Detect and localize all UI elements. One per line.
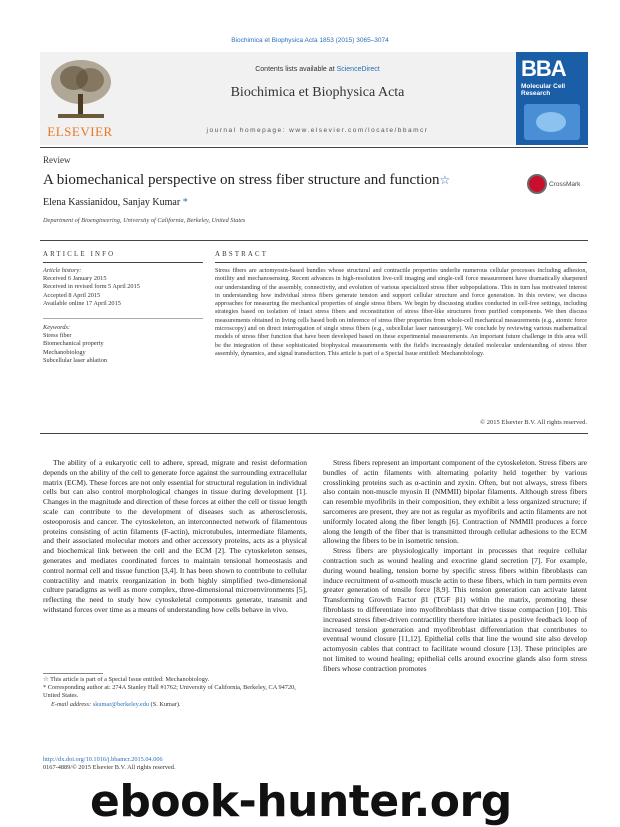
issn-line: 0167-4889/© 2015 Elsevier B.V. All rights reserved. — [43, 764, 176, 772]
history-item: Received in revised form 5 April 2015 — [43, 283, 140, 291]
keyword: Biomechanical property — [43, 340, 104, 348]
article-title-text: A biomechanical perspective on stress fiber structure and function — [43, 172, 440, 188]
history-label: Article history: — [43, 267, 82, 274]
body-paragraph: The ability of a eukaryotic cell to adhere, spread, migrate and resist deformation depends on the ability of the cell to generate force against the surrounding extracellular matrix (ECM). These forces are not only essential for structural regulation in individual cells but can also control morphological changes in tissue during development [1]. Changes in the magnitude and direction of these forces at either the cell or tissue length scale can contribute to the development of diseases such as atherosclerosis, osteoporosis and cancer. The cytoskeleton, an interconnected network of filamentous proteins consisting of actin filaments (F-actin), microtubules, intermediate filaments, and their associated molecular motors and other accessory proteins, acts as a physical and biochemical link between the cell and the ECM [2]. The cytoskeleton senses, generates and mediates coordinated forces to maintain tensional homeostasis and control normal cell and tissue function [3,4]. It has been shown to contribute to cellular contractility and matrix reorganization in both highly simplified two-dimensional culture paradigms as well as more complex, three-dimensional microenvironments [5], reflecting the need to study how cytoskeletal components generate, transmit and withstand forces over time as a means of understanding how cells behave in vivo. — [43, 458, 307, 614]
body-paragraph: Stress fibers are physiologically important in processes that require cellular contraction such as wound healing and exocrine gland secretion [7]. For example, during wound healing, tension borne by specific stress fibers within fibroblasts can induce recruitment of α-smooth muscle actin to these fibers, which in turn permits even greater generation of tensile force [8,9]. This tension generation can activate latent Transforming Growth Factor β1 (TGF β1) within the matrix, promoting these fibroblasts to differentiate into myofibroblasts that drive tissue compaction [10]. This increased stress fiber-driven contractility therefore initiates a positive feedback loop of increased tension generation and myofibroblast differentiation that contributes to eventual wound closure [11,12]. Epithelial cells that line the wound site also develop actomyosin cables that contract to facilitate wound closure [13]. These principles are not limited to wound healing; epithelial cells around exocrine glands also form stress fibers whose contraction promotes — [323, 546, 587, 673]
journal-title: Biochimica et Biophysica Acta — [230, 85, 405, 100]
author-list — [43, 197, 188, 208]
abstract-heading: ABSTRACT — [215, 251, 269, 258]
crossmark-icon[interactable] — [527, 174, 547, 194]
contents-line — [120, 66, 515, 73]
cover-subtitle: Molecular Cell Research — [521, 83, 566, 97]
footnote-email — [43, 701, 307, 709]
title-footnote-mark[interactable]: ☆ — [439, 173, 451, 187]
history-item: Accepted 8 April 2015 — [43, 291, 101, 299]
cover-title: BBA — [521, 56, 566, 81]
article-history — [43, 267, 203, 308]
contents-prefix: Contents lists available at — [255, 66, 337, 73]
footnote-rule — [43, 673, 103, 674]
abstract-copyright: © 2015 Elsevier B.V. All rights reserved. — [480, 419, 587, 426]
footnote-corresponding: * Corresponding author at: 274A Stanley Hall #1762; University of California, Berkeley, CA 94720, United States. — [43, 684, 296, 700]
email-link[interactable]: skumar@berkeley.edu — [92, 700, 150, 708]
journal-citation[interactable]: Biochimica et Biophysica Acta 1853 (2015) 3065–3074 — [231, 37, 389, 44]
keyword: Stress fiber — [43, 332, 72, 340]
header-rule — [40, 147, 588, 148]
email-suffix: (S. Kumar). — [149, 700, 181, 708]
meta-rule — [40, 240, 588, 241]
body-column-left — [43, 458, 307, 615]
email-label: E-mail address: — [51, 700, 93, 708]
article-info-rule — [43, 262, 203, 263]
author-names: Elena Kassianidou, Sanjay Kumar — [43, 197, 181, 208]
footnote-special-issue: ☆ This article is part of a Special Issue entitled: Mechanobiology. — [43, 676, 210, 683]
crossmark-label[interactable]: CrossMark — [549, 181, 581, 188]
journal-cover — [516, 52, 588, 145]
keywords-label: Keywords: — [43, 324, 71, 331]
publisher-name: ELSEVIER — [47, 124, 113, 139]
body-paragraph: Stress fibers represent an important component of the cytoskeleton. Stress fibers are bundles of actin filaments with alternating polarity held together by various crosslinking proteins such as α-actinin and zyxin. Often, but not always, stress fibers also contain non-muscle myosin II (NMMII) bipolar filaments. Although stress fibers can resemble myofibrils in their composition, they exhibit a less organized structure; if sarcomeres are present, they are not as regular as myofibrils and actin filaments are not uniformly located along the fiber length [6]. Contraction of NMMII produces a force along the length of the fiber that is transmitted through cellular adhesions to the ECM allowing the fibers to be in isometric tension. — [323, 458, 587, 546]
watermark: ebook-hunter.org — [90, 776, 512, 827]
keyword: Subcellular laser ablation — [43, 356, 107, 364]
cover-art-detail — [536, 112, 566, 132]
footnotes — [43, 676, 307, 709]
sciencedirect-link[interactable]: ScienceDirect — [336, 66, 380, 73]
article-title — [43, 172, 450, 189]
abstract-text: Stress fibers are actomyosin-based bundles whose structural and contractile properties underlie numerous cellular processes including adhesion, motility and mechanosensing. Recent advances in high-resolution live-cell imaging and single-cell force measurement have dramatically sharpened our understanding of the assembly, connectivity, and evolution of various specialized stress fiber subpopulations. This in turn has motivated interest in understanding how individual stress fibers generate tension and support cellular structure and force generation. In this review, we discuss approaches for measuring the mechanical properties of single stress fibers. We begin by discussing studies conducted in cell-free settings, including strategies based on isolation of intact stress fibers and reconstitution of stress fiber-like structures from purified components. We then discuss measurements obtained in living cells based both on inference of stress fiber properties from whole-cell mechanical measurements (e.g., atomic force microscopy) and on direct interrogation of single stress fibers (e.g., subcellular laser nanosurgery). We conclude by reviewing various mathematical models of stress fiber function that have been developed based on these experimental measurements. An important future challenge in this area will be the integration of these sophisticated biophysical measurements with the field's increasingly detailed molecular understanding of stress fiber assembly, dynamics, and signal transduction. This article is part of a Special Issue entitled: Mechanobiology. — [215, 267, 587, 357]
body-column-right — [323, 458, 587, 674]
keyword: Mechanobiology — [43, 348, 86, 356]
abstract-rule — [215, 262, 587, 263]
corresponding-author-mark[interactable]: * — [180, 197, 188, 208]
history-item: Available online 17 April 2015 — [43, 299, 121, 307]
doi-link[interactable]: http://dx.doi.org/10.1016/j.bbamcr.2015.04.006 — [43, 756, 163, 763]
journal-homepage[interactable]: journal homepage: www.elsevier.com/locate/bbamcr — [206, 127, 429, 134]
history-item: Received 6 January 2015 — [43, 275, 107, 283]
abstract-end-rule — [40, 433, 588, 434]
doi-block — [43, 756, 307, 772]
keywords — [43, 324, 203, 365]
affiliation: Department of Bioengineering, University of California, Berkeley, United States — [43, 217, 246, 224]
keywords-rule — [43, 318, 203, 319]
article-type: Review — [43, 155, 71, 165]
article-info-heading: ARTICLE INFO — [43, 251, 116, 258]
